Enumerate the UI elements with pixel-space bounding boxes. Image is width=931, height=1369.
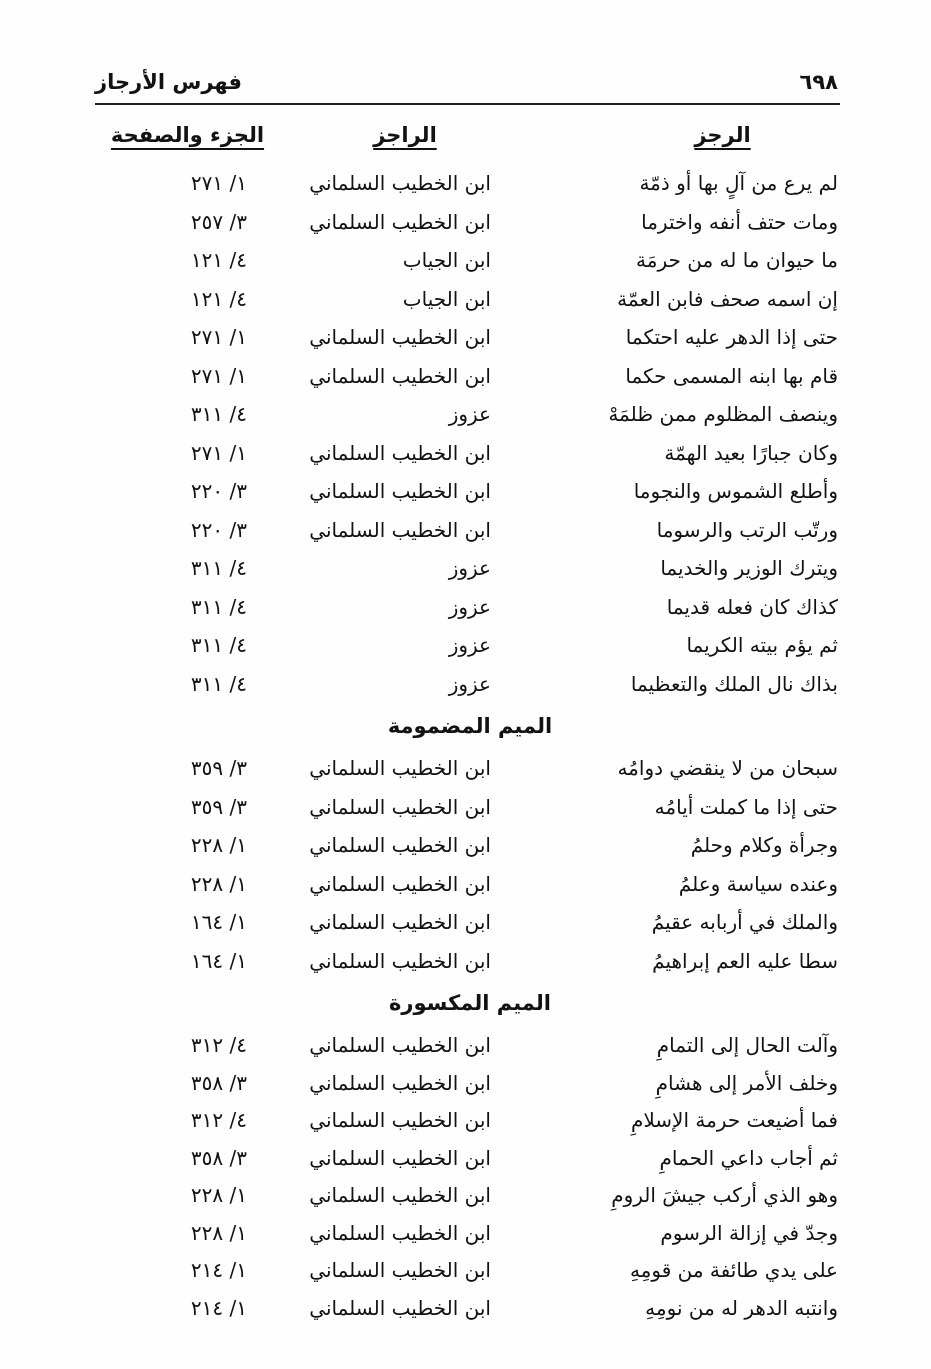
volume-page-ref: ٣/ ٢٥٧ bbox=[190, 209, 247, 234]
verse-text: وهو الذي أركب جيشَ الرومِ bbox=[611, 1183, 838, 1207]
verse-text: لم يرع من آلٍ بها أو ذمّة bbox=[639, 171, 838, 195]
section-heading: الميم المكسورة bbox=[389, 991, 551, 1015]
poet-name: ابن الخطيب السلماني bbox=[309, 948, 491, 973]
volume-page-ref: ٤/ ٣١١ bbox=[190, 556, 247, 580]
verse-text: وأطلع الشموس والنجوما bbox=[633, 479, 838, 503]
volume-page-ref: ٤/ ٣١١ bbox=[190, 671, 247, 696]
volume-page-ref: ١/ ١٦٤ bbox=[190, 948, 247, 973]
volume-page-ref: ٣/ ٣٥٩ bbox=[190, 756, 247, 780]
section-heading: الميم المضمومة bbox=[387, 714, 553, 738]
volume-page-ref: ١/ ٢٢٨ bbox=[190, 833, 247, 857]
volume-page-ref: ٣/ ٣٥٨ bbox=[190, 1145, 247, 1170]
page-number: ٦٩٨ bbox=[799, 70, 838, 94]
poet-name: ابن الخطيب السلماني bbox=[309, 910, 491, 934]
index-row bbox=[0, 1139, 931, 1177]
volume-page-ref: ٤/ ٣١١ bbox=[190, 594, 247, 619]
index-row bbox=[0, 1251, 931, 1289]
volume-page-ref: ٣/ ٣٥٩ bbox=[190, 794, 247, 819]
volume-page-ref: ١/ ٢١٤ bbox=[190, 1258, 247, 1282]
index-row bbox=[0, 164, 931, 203]
poet-name: عزوز bbox=[448, 594, 491, 619]
volume-page-ref: ١/ ١٦٤ bbox=[190, 910, 247, 934]
volume-page-ref: ١/ ٢٧١ bbox=[190, 363, 247, 388]
poet-name: ابن الخطيب السلماني bbox=[309, 171, 491, 195]
poet-name: ابن الخطيب السلماني bbox=[309, 1295, 491, 1320]
index-row bbox=[0, 1176, 931, 1214]
index-row bbox=[0, 395, 931, 434]
volume-page-ref: ١/ ٢٧١ bbox=[190, 171, 247, 195]
verse-text: وينصف المظلوم ممن ظلمَهْ bbox=[608, 402, 838, 426]
volume-page-ref: ٣/ ٣٥٨ bbox=[190, 1070, 247, 1095]
verse-text: ثم أجاب داعي الحمامِ bbox=[659, 1145, 838, 1170]
index-row bbox=[0, 1214, 931, 1252]
poet-name: ابن الخطيب السلماني bbox=[309, 871, 491, 896]
index-row bbox=[0, 357, 931, 396]
volume-page-ref: ١/ ٢٧١ bbox=[190, 440, 247, 465]
index-table bbox=[0, 164, 931, 1326]
poet-name: ابن الخطيب السلماني bbox=[309, 1145, 491, 1170]
volume-page-ref: ١/ ٢٢٨ bbox=[190, 1220, 247, 1245]
index-section bbox=[0, 164, 931, 703]
index-row bbox=[0, 241, 931, 280]
volume-page-ref: ٤/ ٣١١ bbox=[190, 402, 247, 426]
volume-page-ref: ٤/ ١٢١ bbox=[190, 286, 247, 311]
header-rule bbox=[95, 103, 840, 105]
poet-name: ابن الخطيب السلماني bbox=[309, 833, 491, 857]
verse-text: قام بها ابنه المسمى حكما bbox=[625, 363, 838, 388]
verse-text: وعنده سياسة وعلمُ bbox=[678, 871, 838, 896]
poet-name: ابن الخطيب السلماني bbox=[309, 209, 491, 234]
poet-name: ابن الخطيب السلماني bbox=[309, 517, 491, 542]
volume-page-ref: ١/ ٢٢٨ bbox=[190, 871, 247, 896]
verse-text: حتى إذا ما كملت أيامُه bbox=[654, 794, 838, 819]
volume-page-ref: ٤/ ٣١١ bbox=[190, 633, 247, 657]
verse-text: وانتبه الدهر له من نومِهِ bbox=[645, 1295, 838, 1320]
poet-name: ابن الخطيب السلماني bbox=[309, 363, 491, 388]
verse-text: ويترك الوزير والخديما bbox=[660, 556, 838, 580]
verse-text: على يدي طائفة من قومِهِ bbox=[629, 1258, 838, 1282]
verse-text: فما أضيعت حرمة الإسلامِ bbox=[630, 1108, 838, 1132]
verse-text: سبحان من لا ينقضي دوامُه bbox=[617, 756, 838, 780]
verse-text: وآلت الحال إلى التمامِ bbox=[656, 1033, 838, 1057]
verse-text: وكان جبارًا بعيد الهمّة bbox=[664, 440, 838, 465]
index-row bbox=[0, 472, 931, 511]
volume-page-ref: ١/ ٢٧١ bbox=[190, 325, 247, 349]
verse-text: كذاك كان فعله قديما bbox=[666, 594, 838, 619]
verse-text: وجرأة وكلام وحلمُ bbox=[690, 833, 838, 857]
index-row bbox=[0, 665, 931, 704]
poet-name: ابن الجياب bbox=[402, 286, 491, 311]
column-header-verse: الرجز bbox=[694, 123, 751, 147]
poet-name: ابن الخطيب السلماني bbox=[309, 1258, 491, 1282]
volume-page-ref: ٤/ ٣١٢ bbox=[190, 1033, 247, 1057]
verse-text: والملك في أربابه عقيمُ bbox=[651, 910, 838, 934]
poet-name: عزوز bbox=[448, 671, 491, 696]
index-row bbox=[0, 1101, 931, 1139]
index-title: فهرس الأرجاز bbox=[95, 70, 242, 94]
volume-page-ref: ٣/ ٢٢٠ bbox=[190, 517, 247, 542]
index-row bbox=[0, 434, 931, 473]
index-row bbox=[0, 903, 931, 942]
index-row bbox=[0, 511, 931, 550]
index-row bbox=[0, 865, 931, 904]
verse-text: ثم يؤم بيته الكريما bbox=[686, 633, 838, 657]
poet-name: ابن الخطيب السلماني bbox=[309, 794, 491, 819]
volume-page-ref: ١/ ٢٢٨ bbox=[190, 1183, 247, 1207]
verse-text: وجدّ في إزالة الرسوم bbox=[660, 1220, 838, 1245]
poet-name: ابن الخطيب السلماني bbox=[309, 440, 491, 465]
index-row bbox=[0, 942, 931, 981]
index-section bbox=[0, 703, 931, 980]
section-heading-block bbox=[0, 703, 931, 749]
verse-text: إن اسمه صحف فابن العمّة bbox=[617, 286, 838, 311]
poet-name: ابن الخطيب السلماني bbox=[309, 1070, 491, 1095]
index-row bbox=[0, 318, 931, 357]
index-row bbox=[0, 626, 931, 665]
poet-name: ابن الخطيب السلماني bbox=[309, 479, 491, 503]
poet-name: ابن الخطيب السلماني bbox=[309, 1220, 491, 1245]
poet-name: ابن الخطيب السلماني bbox=[309, 1183, 491, 1207]
index-row bbox=[0, 1289, 931, 1327]
volume-page-ref: ٣/ ٢٢٠ bbox=[190, 479, 247, 503]
index-row bbox=[0, 788, 931, 827]
poet-name: عزوز bbox=[448, 633, 491, 657]
poet-name: ابن الجياب bbox=[402, 248, 491, 272]
index-row bbox=[0, 280, 931, 319]
verse-text: ورتّب الرتب والرسوما bbox=[656, 517, 838, 542]
column-header-poet: الراجز bbox=[373, 123, 437, 147]
verse-text: وخلف الأمر إلى هشامِ bbox=[655, 1070, 838, 1095]
verse-text: حتى إذا الدهر عليه احتكما bbox=[625, 325, 838, 349]
poet-name: عزوز bbox=[448, 556, 491, 580]
poet-name: ابن الخطيب السلماني bbox=[309, 1108, 491, 1132]
index-row bbox=[0, 203, 931, 242]
volume-page-ref: ١/ ٢١٤ bbox=[190, 1295, 247, 1320]
volume-page-ref: ٤/ ٣١٢ bbox=[190, 1108, 247, 1132]
poet-name: ابن الخطيب السلماني bbox=[309, 1033, 491, 1057]
verse-text: ومات حتف أنفه واخترما bbox=[641, 209, 838, 234]
poet-name: ابن الخطيب السلماني bbox=[309, 325, 491, 349]
volume-page-ref: ٤/ ١٢١ bbox=[190, 248, 247, 272]
verse-text: سطا عليه العم إبراهيمُ bbox=[652, 948, 838, 973]
poet-name: ابن الخطيب السلماني bbox=[309, 756, 491, 780]
index-row bbox=[0, 549, 931, 588]
verse-text: بذاك نال الملك والتعظيما bbox=[630, 671, 838, 696]
index-row bbox=[0, 749, 931, 788]
index-section bbox=[0, 980, 931, 1326]
column-header-reference: الجزء والصفحة bbox=[110, 123, 265, 147]
index-row bbox=[0, 826, 931, 865]
index-row bbox=[0, 588, 931, 627]
verse-text: ما حيوان ما له من حرمَة bbox=[636, 248, 838, 272]
index-row bbox=[0, 1064, 931, 1102]
index-row bbox=[0, 1026, 931, 1064]
poet-name: عزوز bbox=[448, 402, 491, 426]
section-heading-block bbox=[0, 980, 931, 1026]
